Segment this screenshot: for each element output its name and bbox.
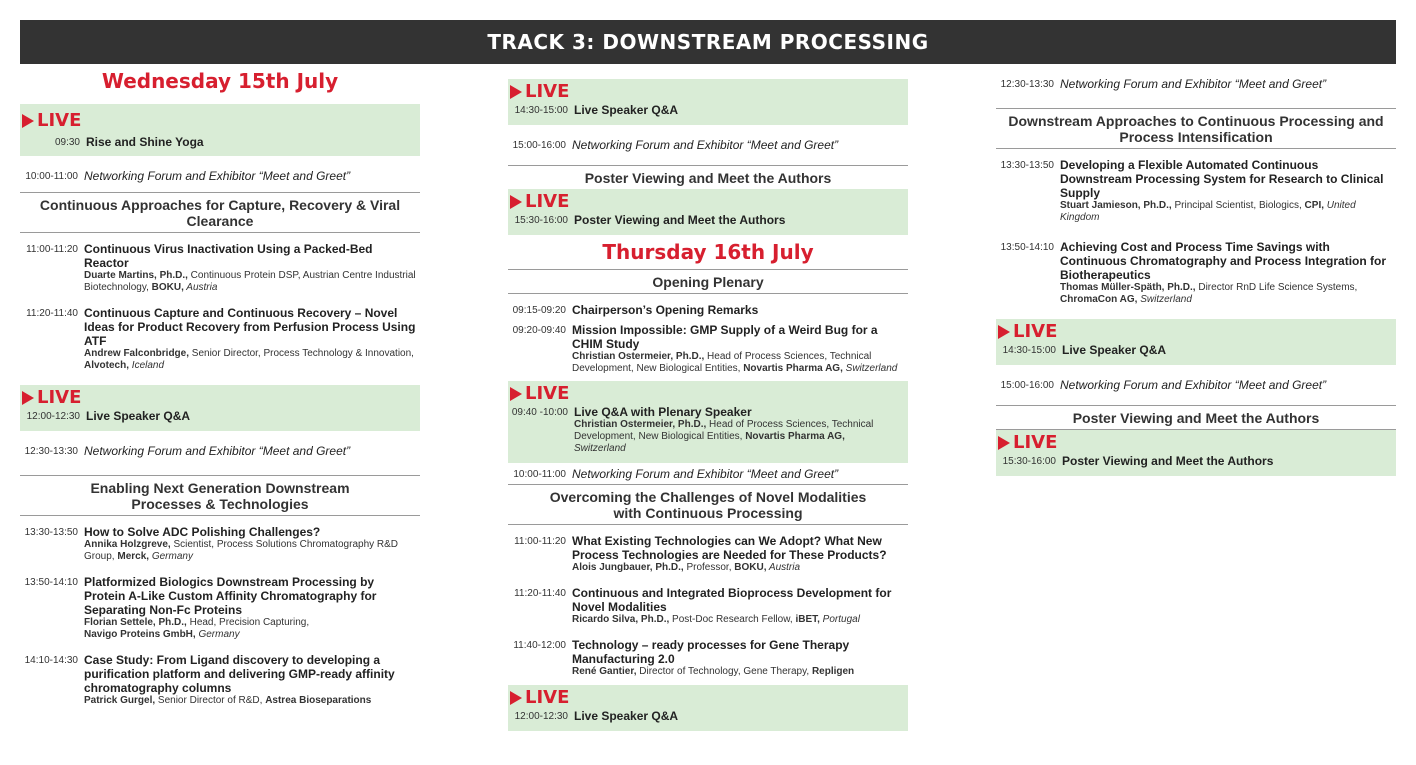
column-thursday-afternoon: 12:30-13:30 Networking Forum and Exhibitor “Meet and Greet” Downstream Approaches to Continuous Processing and Process Intensification 13:30-13:50 Developing a Flexible Automated Continuous Downstream Processing System for Research to Clinical Supply Stuart Jamieson, Ph.D., Principal Scientist, Biologics, CPI, United Kingdom 13:50-14:10 Achieving Cost and Process Time Savings with Continuous Chromatography and Process Integration for Biotherapeutics Thomas Müller-Späth, Ph.D., Director RnD Life Science Systems, ChromaCon AG, Switzerland LIVE 14:30-15:00 Live Speaker Q&A 15:00-16:00 Networking Forum and Exhibitor “Meet and Greet” Poster Viewing and Meet the Authors LIVE 15:30-16:00 Poster Viewing and Meet the Authors xyxy=(996,74,1396,476)
session-heading: Downstream Approaches to Continuous Processing and Process Intensification xyxy=(996,108,1396,149)
live-badge: LIVE xyxy=(22,110,414,132)
play-triangle-icon xyxy=(22,114,34,128)
play-triangle-icon xyxy=(22,391,34,405)
play-triangle-icon xyxy=(510,85,522,99)
live-block xyxy=(20,104,420,156)
speaker-info: Christian Ostermeier, Ph.D., Head of Process Sciences, Technical Development, New Biological Entities, Novartis Pharma AG, Switzerland xyxy=(572,351,898,374)
live-badge: LIVE xyxy=(998,432,1390,454)
speaker-info: Ricardo Silva, Ph.D., Post-Doc Research Fellow, iBET, Portugal xyxy=(572,614,860,625)
session-heading: Enabling Next Generation Downstream Processes & Technologies xyxy=(20,475,420,516)
play-triangle-icon xyxy=(510,195,522,209)
agenda-title: Rise and Shine Yoga xyxy=(86,135,204,149)
live-block: LIVE 15:30-16:00 Poster Viewing and Meet the Authors xyxy=(996,429,1396,476)
talk-title: Continuous Virus Inactivation Using a Packed-Bed Reactor xyxy=(84,242,373,270)
networking-title: Networking Forum and Exhibitor “Meet and Greet” xyxy=(84,444,351,458)
time: 09:30 xyxy=(54,137,80,148)
live-block: LIVE 09:40 -10:00 Live Q&A with Plenary Speaker Christian Ostermeier, Ph.D., Head of Process Sciences, Technical Development, New Biological Entities, Novartis Pharma AG, Switzerland xyxy=(508,381,908,463)
speaker-info: Patrick Gurgel, Senior Director of R&D, Astrea Bioseparations xyxy=(84,695,372,706)
live-block: LIVE 14:30-15:00 Live Speaker Q&A xyxy=(996,319,1396,365)
speaker-info: Alois Jungbauer, Ph.D., Professor, BOKU, Austria xyxy=(572,562,801,573)
session-heading: Opening Plenary xyxy=(508,269,908,294)
networking-title: Networking Forum and Exhibitor “Meet and Greet” xyxy=(84,169,351,183)
session-heading: Poster Viewing and Meet the Authors xyxy=(996,405,1396,429)
session-heading: Overcoming the Challenges of Novel Modalities with Continuous Processing xyxy=(508,484,908,525)
speaker-info: Duarte Martins, Ph.D., Continuous Protein DSP, Austrian Centre Industrial Biotechnology, BOKU, Austria xyxy=(84,270,416,293)
live-block: LIVE 12:00-12:30 Live Speaker Q&A xyxy=(508,685,908,731)
live-block: LIVE 14:30-15:00 Live Speaker Q&A xyxy=(508,79,908,125)
session-heading: Continuous Approaches for Capture, Recovery & Viral Clearance xyxy=(20,192,420,233)
live-badge: LIVE xyxy=(510,383,902,405)
live-block: LIVE 12:00-12:30 Live Speaker Q&A xyxy=(20,385,420,431)
talk-title: Continuous Capture and Continuous Recovery – Novel Ideas for Product Recovery from Perfusion Process Using ATF xyxy=(84,306,416,348)
speaker-info: Andrew Falconbridge, Senior Director, Process Technology & Innovation, Alvotech, Iceland xyxy=(84,348,414,371)
speaker-info: Florian Settele, Ph.D., Head, Precision Capturing, Navigo Proteins GmbH, Germany xyxy=(84,617,310,640)
column-wednesday: Wednesday 15th July LIVE 09:30 Rise and Shine Yoga 10:00-11:00 Networking Forum and Exhibitor “Meet and Greet” Continuous Approaches for Capture, Recovery & Viral Clearance 11:00-11:20 Continuous Virus Inactivation Using a Packed-Bed Reactor Duarte Martins, Ph.D., Continuous Protein DSP, Austrian Centre Industrial Biotechnology, BOKU, Austria 11:20-11:40 Continuous Capture and Continuous Recovery – Novel Ideas for Product Recovery from Perfusion Process Using ATF Andrew Falconbridge, Senior Director, Process Technology & Innovation, Alvotech, Iceland LIVE 12:00-12:30 Live Speaker Q&A 12:30-13:30 Networking Forum and Exhibitor “Meet and Greet” Enabling Next Generation Downstream Processes & Technologies 13:30-13:50 How to Solve ADC Polishing Challenges? Annika Holzgreve, Scientist, Process Solutions Chromatography R&D Group, Merck, Germany 13:50-14:10 Platformized Biologics Downstream Processing by Protein A-Like Custom Affinity Chromatography for Separating Non-Fc Proteins Florian Settele, Ph.D., Head, Precision Capturing, Navigo Proteins GmbH, Germany 14:10-14:30 Case Study: From Ligand discovery to developing a purification platform and delivering GMP-ready affinity chromatography columns Patrick Gurgel, Senior Director of R&D, Astrea Bioseparations xyxy=(20,64,420,710)
play-triangle-icon xyxy=(510,691,522,705)
column-thursday: LIVE 14:30-15:00 Live Speaker Q&A 15:00-16:00 Networking Forum and Exhibitor “Meet and Greet” Poster Viewing and Meet the Authors LIVE 15:30-16:00 Poster Viewing and Meet the Authors Thursday 16th July Opening Plenary 09:15-09:20 Chairperson’s Opening Remarks 09:20-09:40 Mission Impossible: GMP Supply of a Weird Bug for a CHIM Study Christian Ostermeier, Ph.D., Head of Process Sciences, Technical Development, New Biological Entities, Novartis Pharma AG, Switzerland LIVE 09:40 -10:00 Live Q&A with Plenary Speaker Christian Ostermeier, Ph.D., Head of Process Sciences, Technical Development, New Biological Entities, Novartis Pharma AG, Switzerland 10:00-11:00 Networking Forum and Exhibitor “Meet and Greet” Overcoming the Challenges of Novel Modalities with Continuous Processing 11:00-11:20 What Existing Technologies can We Adopt? What New Process Technologies are Needed for These Products? Alois Jungbauer, Ph.D., Professor, BOKU, Austria 11:20-11:40 Continuous and Integrated Bioprocess Development for Novel Modalities Ricardo Silva, Ph.D., Post-Doc Research Fellow, iBET, Portugal 11:40-12:00 Technology – ready processes for Gene Therapy Manufacturing 2.0 René Gantier, Director of Technology, Gene Therapy, Repligen LIVE 12:00-12:30 Live Speaker Q&A xyxy=(508,79,908,731)
day-heading-thursday: Thursday 16th July xyxy=(602,240,814,264)
live-badge: LIVE xyxy=(510,191,902,213)
day-heading-wednesday: Wednesday 15th July xyxy=(101,69,339,93)
session-heading: Poster Viewing and Meet the Authors xyxy=(508,165,908,189)
live-badge: LIVE xyxy=(510,687,902,709)
speaker-info: Christian Ostermeier, Ph.D., Head of Process Sciences, Technical Development, New Biological Entities, Novartis Pharma AG, Switzerland xyxy=(574,419,874,454)
speaker-info: René Gantier, Director of Technology, Gene Therapy, Repligen xyxy=(572,666,855,677)
speaker-info: Annika Holzgreve, Scientist, Process Solutions Chromatography R&D Group, Merck, Germany xyxy=(84,539,399,562)
speaker-info: Thomas Müller-Späth, Ph.D., Director RnD Life Science Systems, ChromaCon AG, Switzerland xyxy=(1060,282,1358,305)
live-block: LIVE 15:30-16:00 Poster Viewing and Meet the Authors xyxy=(508,189,908,235)
live-badge: LIVE xyxy=(22,387,414,409)
play-triangle-icon xyxy=(998,325,1010,339)
live-badge: LIVE xyxy=(998,321,1390,343)
play-triangle-icon xyxy=(510,387,522,401)
play-triangle-icon xyxy=(998,436,1010,450)
track-banner: TRACK 3: DOWNSTREAM PROCESSING xyxy=(20,20,1396,64)
speaker-info: Stuart Jamieson, Ph.D., Principal Scientist, Biologics, CPI, United Kingdom xyxy=(1060,200,1356,223)
live-badge: LIVE xyxy=(510,81,902,103)
